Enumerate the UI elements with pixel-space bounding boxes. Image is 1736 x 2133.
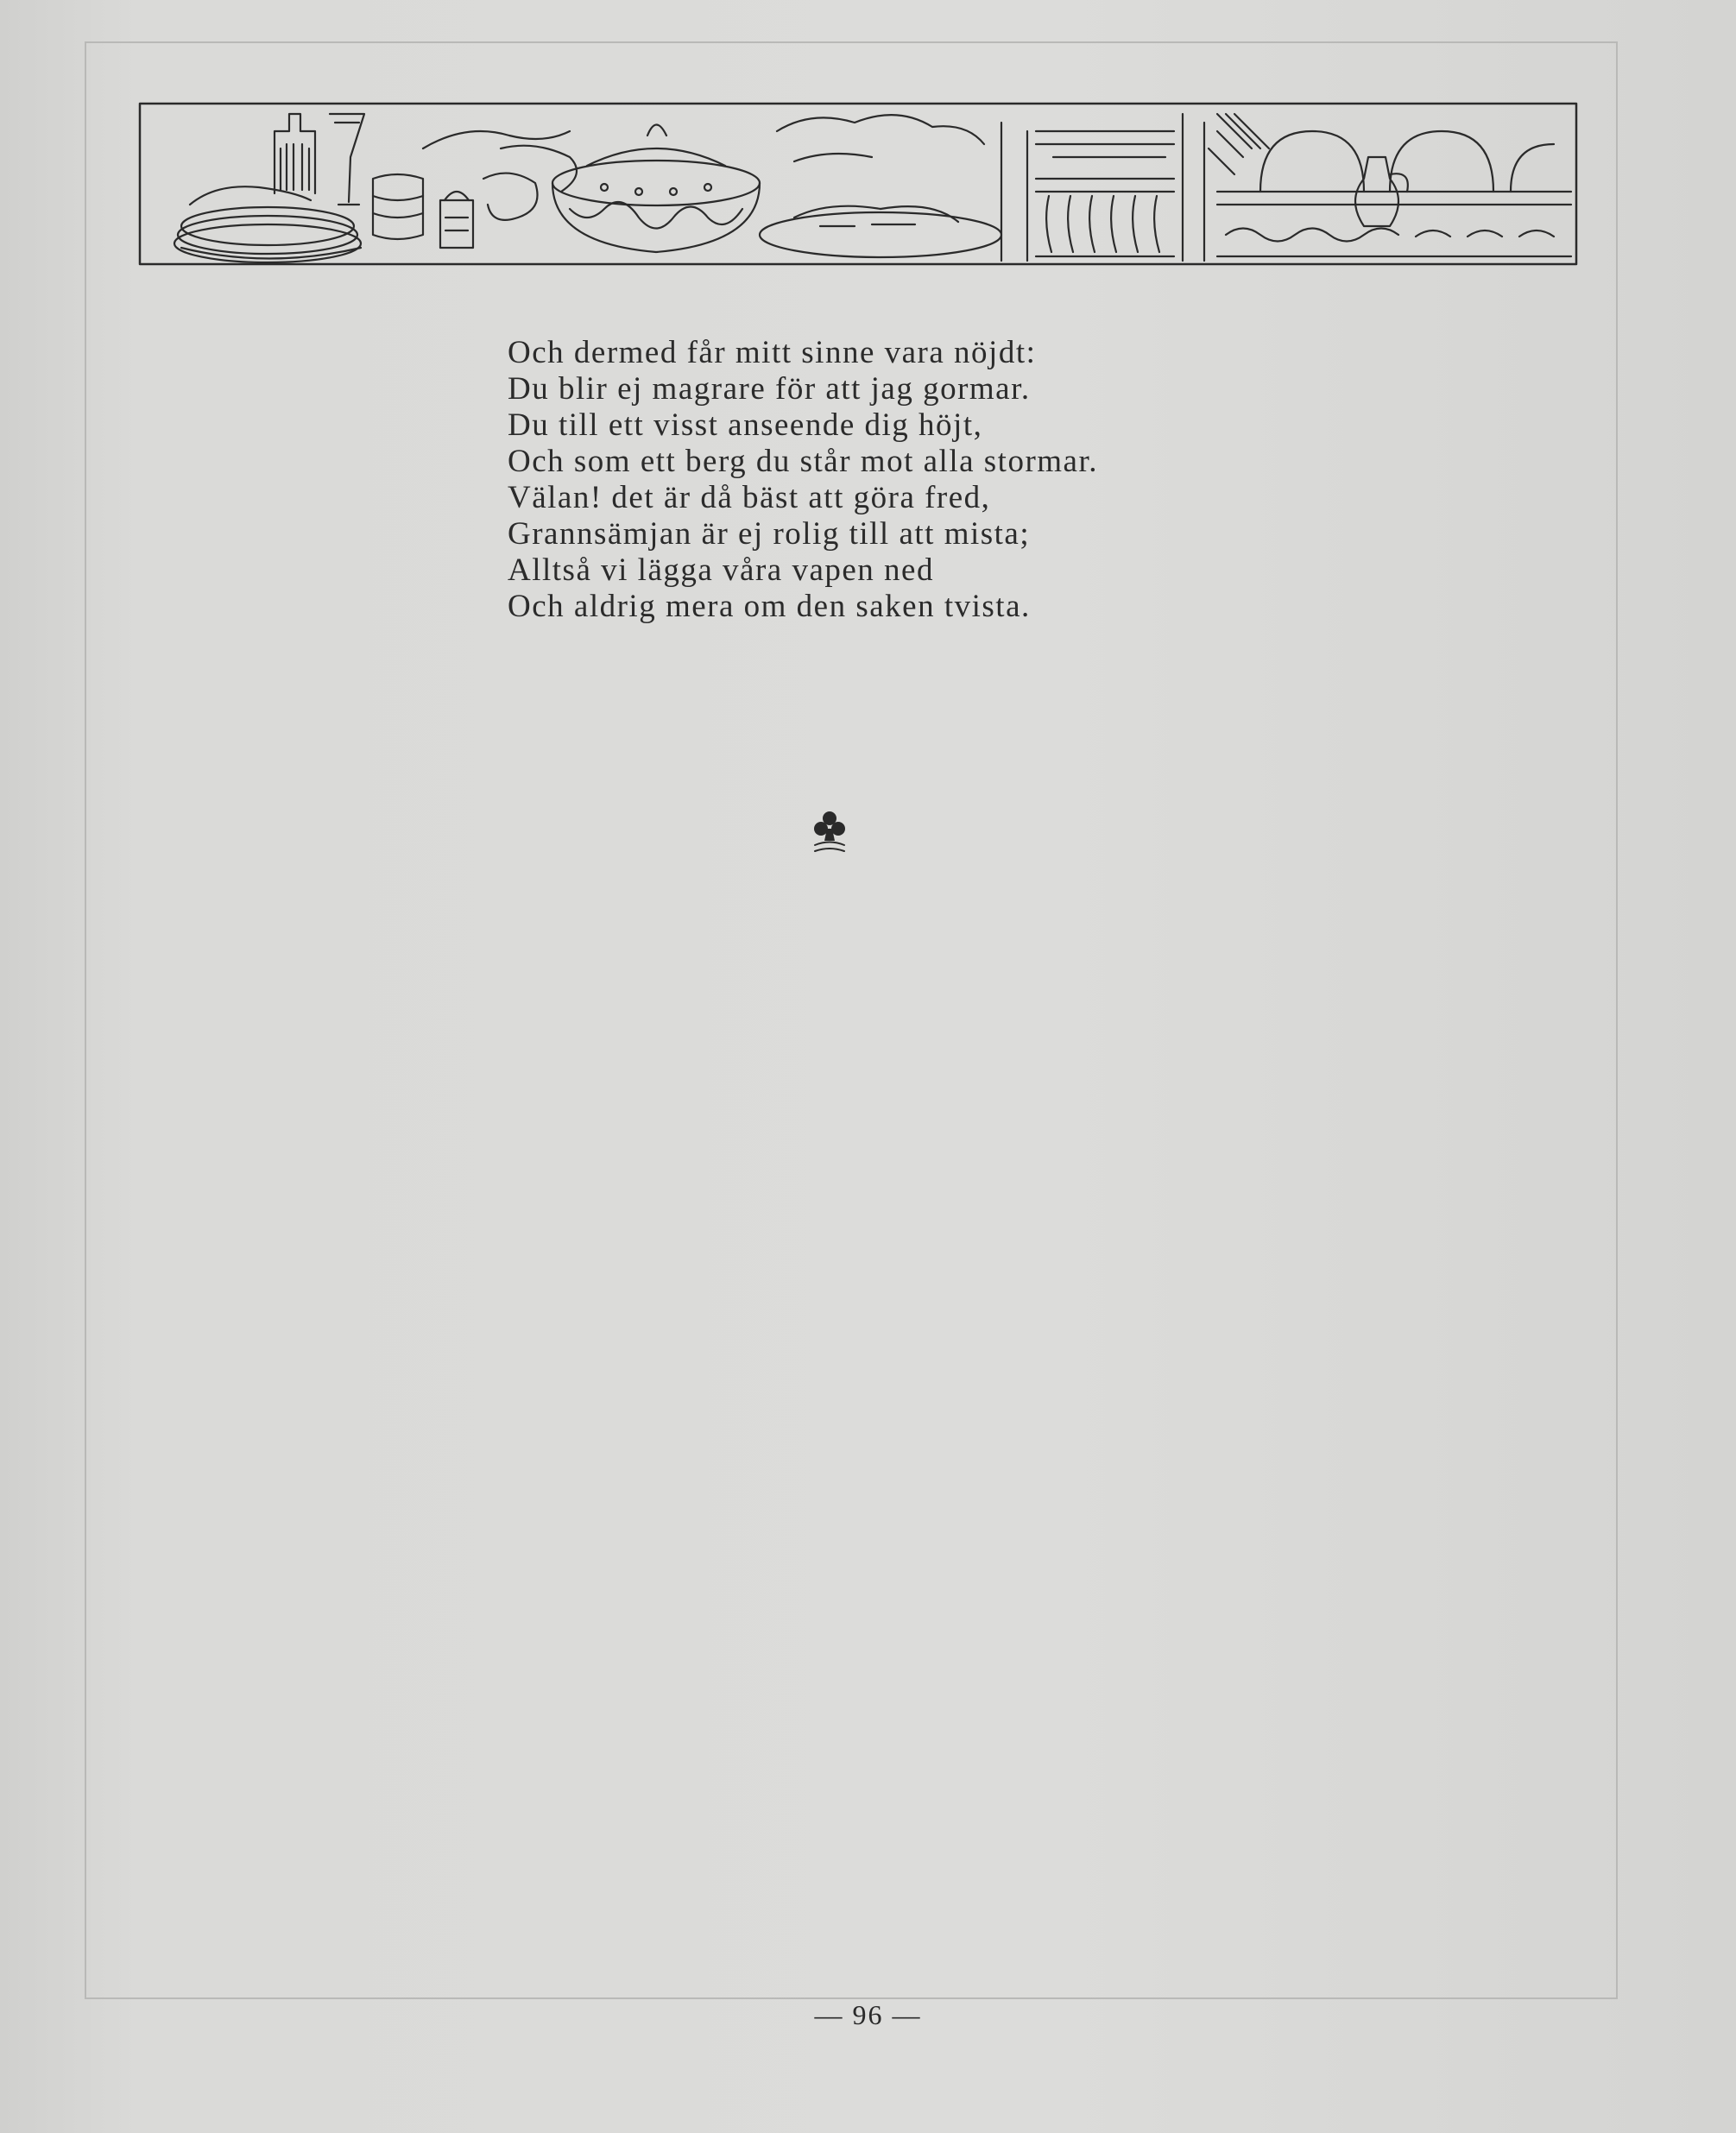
poem-stanza <box>508 335 1285 625</box>
poem-line: Välan! det är då bäst att göra fred, <box>508 480 991 515</box>
header-illustration <box>138 97 1578 268</box>
poem-line: Alltså vi lägga våra vapen ned <box>508 552 934 588</box>
poem-line: Grannsämjan är ej rolig till att mista; <box>508 516 1031 552</box>
page-number: — 96 — <box>814 1999 922 2030</box>
poem-line: Och aldrig mera om den saken tvista. <box>508 589 1031 624</box>
club-flourish-icon <box>808 808 851 856</box>
poem-line: Och som ett berg du står mot alla stormar. <box>508 444 1098 479</box>
poem-line: Du till ett visst anseende dig höjt, <box>508 407 983 443</box>
poem-line: Och dermed får mitt sinne vara nöjdt: <box>508 335 1037 370</box>
poem-line: Du blir ej magrare för att jag gormar. <box>508 371 1031 407</box>
